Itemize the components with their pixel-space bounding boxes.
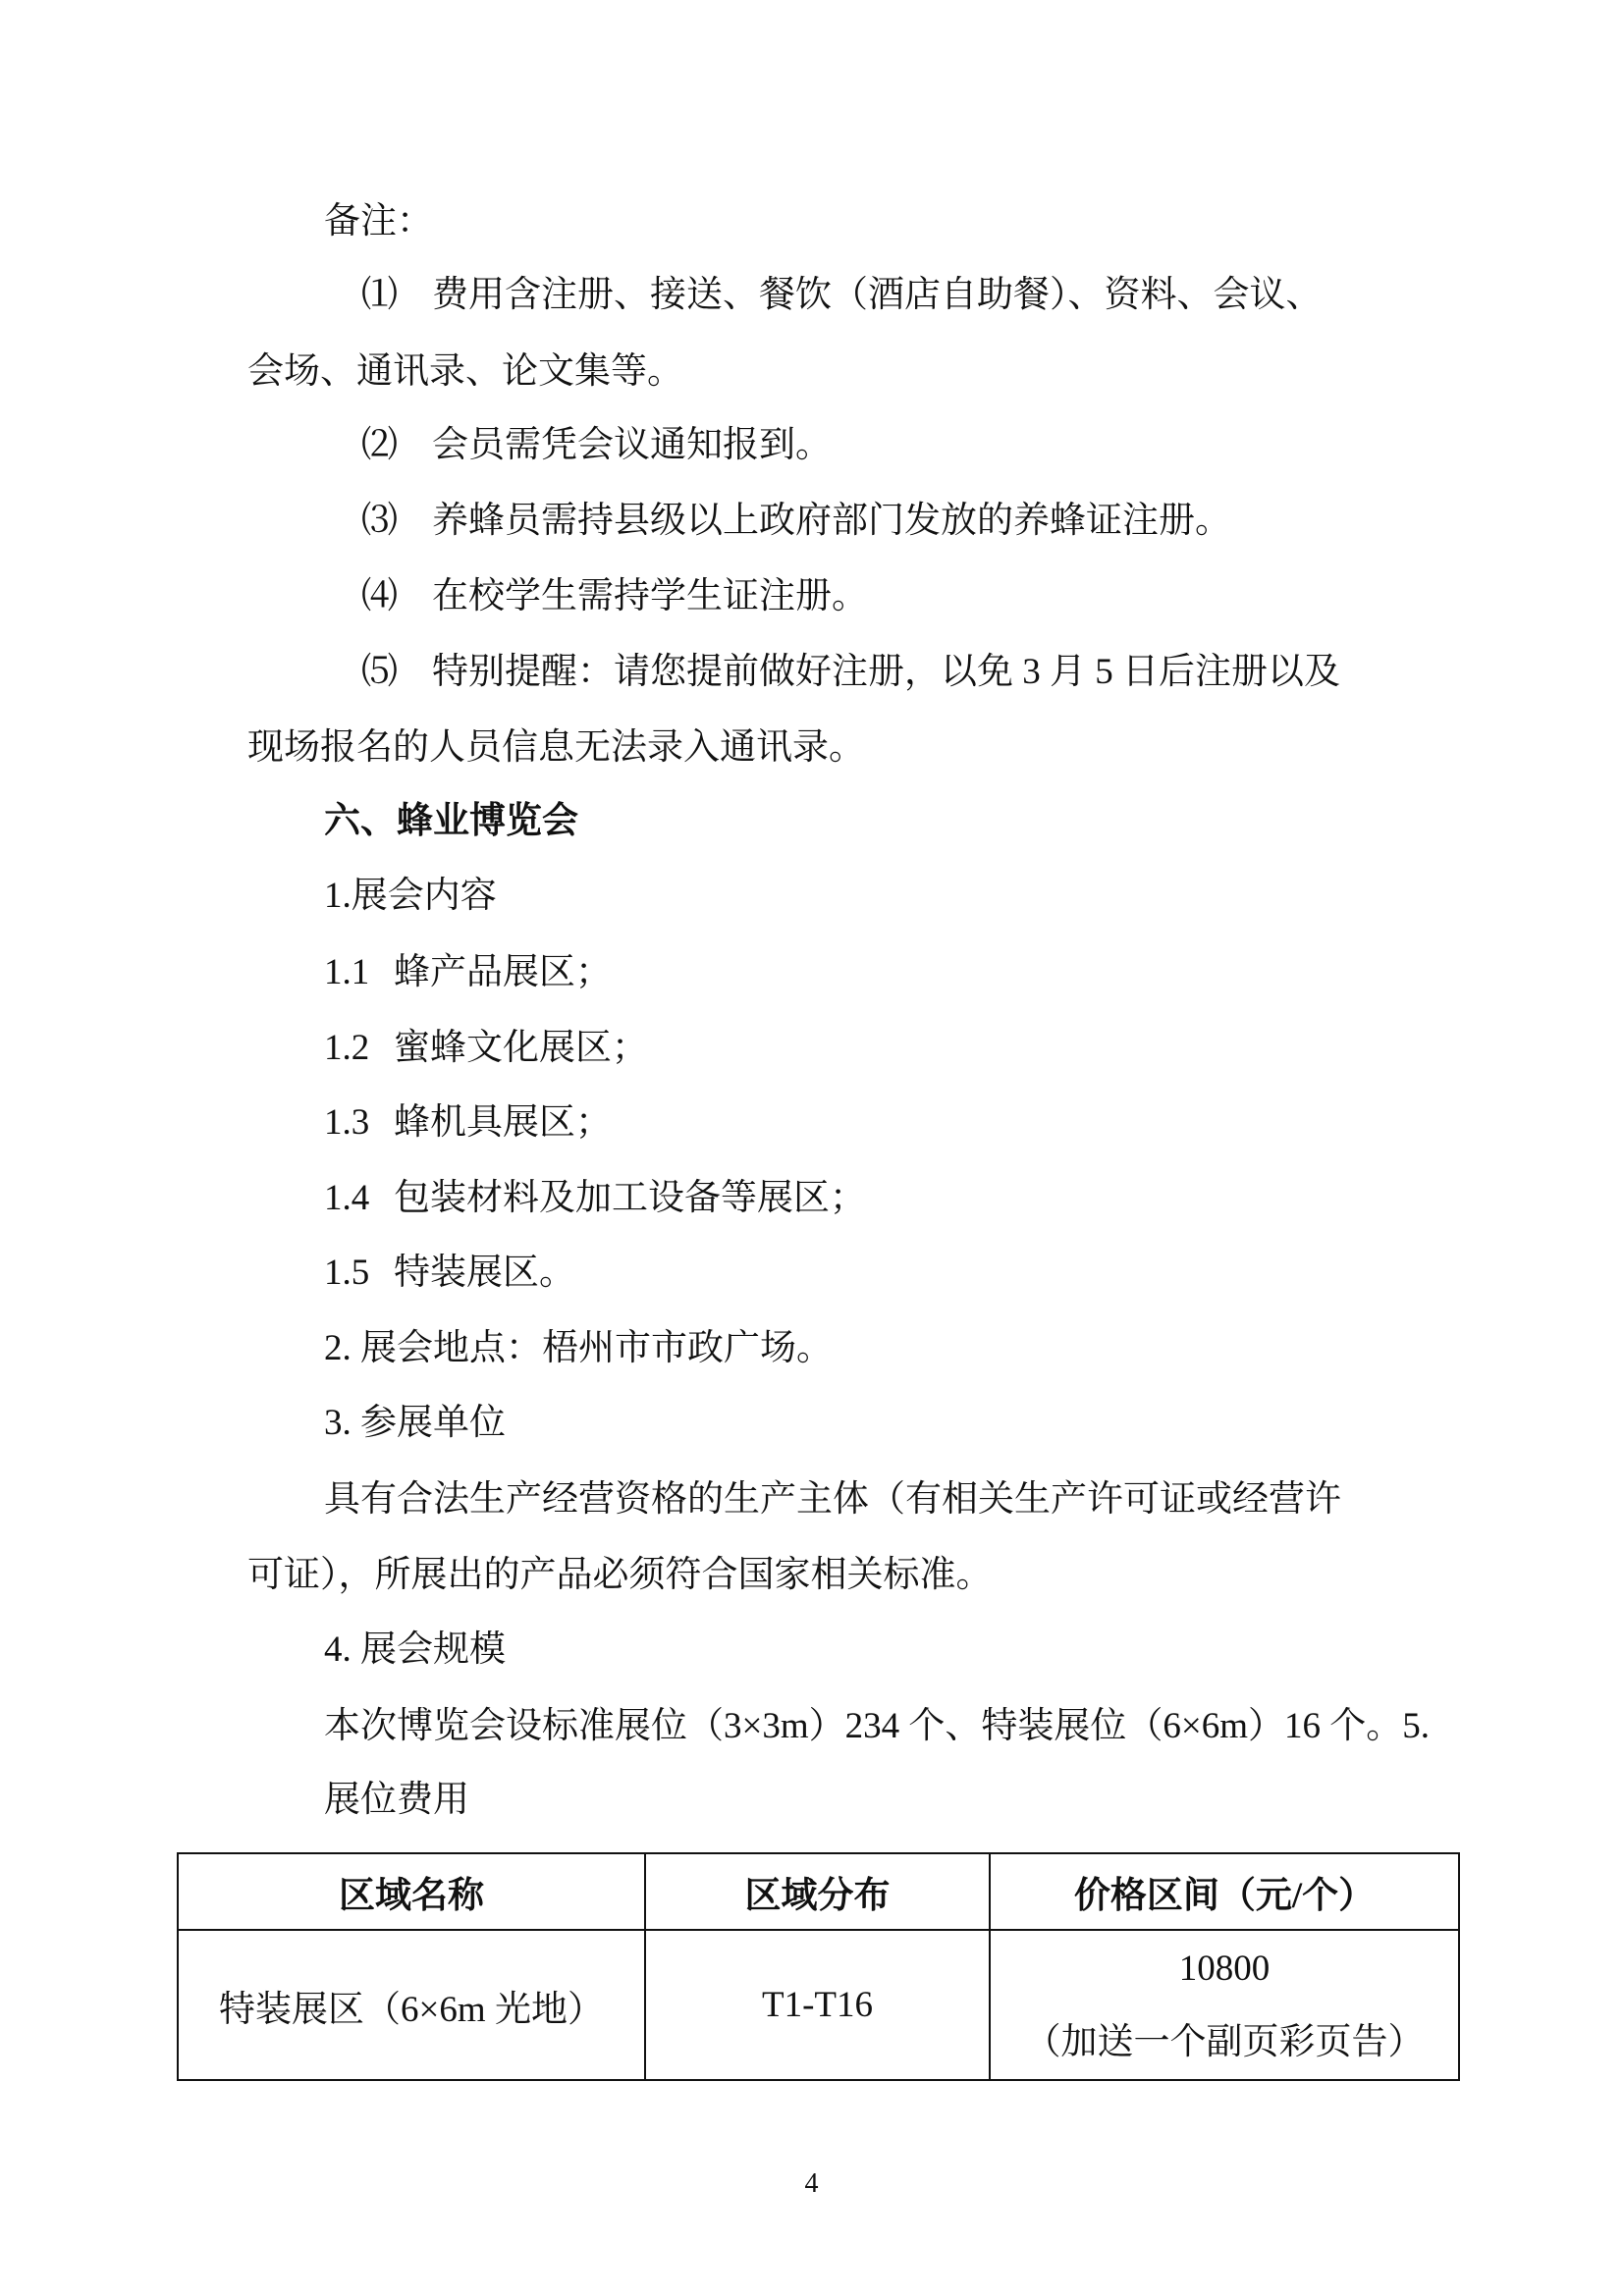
price-note: （加送一个副页彩页告） (1024, 2021, 1425, 2062)
zone-item (324, 954, 612, 990)
remark-text: 费用含注册、接送、餐饮（酒店自助餐）、资料、会议、 (432, 275, 1323, 315)
remark-continuation: 会场、通讯录、论文集等。 (247, 351, 683, 392)
remark-marker: ⑷ (361, 576, 398, 616)
paragraph-continuation: 可证），所展出的产品必须符合国家相关标准。 (247, 1555, 993, 1595)
zone-number: 1.5 (324, 1253, 370, 1293)
remark-item (361, 427, 832, 463)
header-price-range: 价格区间（元/个） (990, 1853, 1459, 1930)
zone-number: 1.1 (324, 952, 370, 992)
remark-item (361, 654, 1340, 690)
cell-zone-name: 特装展区（6×6m 光地） (178, 1930, 645, 2080)
table-row (178, 1930, 1459, 2080)
subsection-heading: 展位费用 (324, 1780, 469, 1820)
zone-item (324, 1180, 866, 1216)
fee-table (177, 1852, 1460, 2081)
zone-number: 1.2 (324, 1028, 370, 1068)
remark-text: 特别提醒：请您提前做好注册，以免 3 月 5 日后注册以及 (432, 652, 1340, 692)
cell-zone-distribution: T1-T16 (645, 1930, 990, 2080)
subsection-heading: 4. 展会规模 (324, 1629, 506, 1670)
remark-text: 会员需凭会议通知报到。 (432, 425, 832, 465)
zone-item (324, 1255, 575, 1291)
zone-text: 蜜蜂文化展区； (394, 1028, 648, 1068)
table-header-row (178, 1853, 1459, 1930)
remark-text: 养蜂员需持县级以上政府部门发放的养蜂证注册。 (432, 501, 1231, 541)
paragraph-line: 具有合法生产经营资格的生产主体（有相关生产许可证或经营许 (324, 1479, 1341, 1520)
remark-item (361, 277, 1323, 313)
zone-text: 蜂产品展区； (394, 952, 612, 992)
zone-number: 1.4 (324, 1178, 370, 1218)
zone-item (324, 1030, 648, 1066)
remark-item (361, 578, 868, 614)
section-heading: 六、蜂业博览会 (324, 801, 578, 841)
zone-text: 包装材料及加工设备等展区； (394, 1178, 866, 1218)
remark-marker: ⑵ (361, 425, 398, 465)
remark-marker: ⑶ (361, 501, 398, 541)
cell-price (990, 1930, 1459, 2080)
zone-number: 1.3 (324, 1102, 370, 1143)
venue-text: 2. 展会地点：梧州市市政广场。 (324, 1328, 833, 1368)
subsection-heading: 3. 参展单位 (324, 1403, 506, 1443)
zone-text: 特装展区。 (394, 1253, 575, 1293)
remark-marker: ⑸ (361, 652, 398, 692)
remark-item (361, 503, 1231, 539)
page-number: 4 (804, 2168, 819, 2199)
remark-marker: ⑴ (361, 275, 398, 315)
header-zone-name: 区域名称 (178, 1853, 645, 1930)
remark-text: 在校学生需持学生证注册。 (432, 576, 868, 616)
remarks-heading: 备注： (324, 201, 433, 241)
paragraph-line: 本次博览会设标准展位（3×3m）234 个、特装展位（6×6m）16 个。5. (324, 1706, 1431, 1746)
subsection-heading: 1.展会内容 (324, 876, 497, 916)
header-zone-distribution: 区域分布 (645, 1853, 990, 1930)
remark-continuation: 现场报名的人员信息无法录入通讯录。 (247, 727, 865, 768)
zone-item (324, 1104, 612, 1141)
price-value: 10800 (1178, 1948, 1271, 1989)
zone-text: 蜂机具展区； (394, 1102, 612, 1143)
